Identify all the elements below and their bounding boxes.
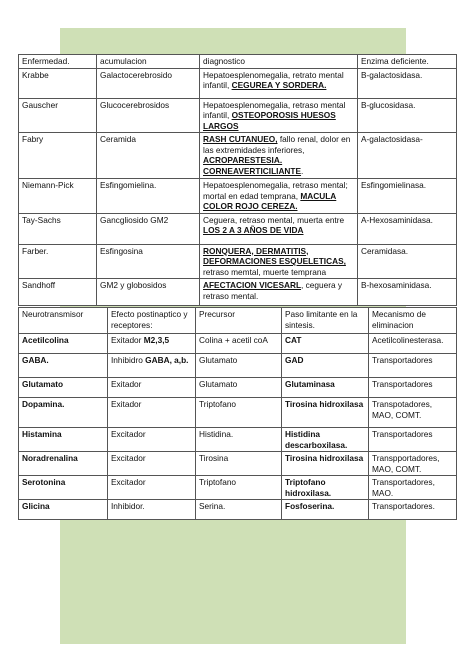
enzyme-cell: B-galactosidasa. (358, 68, 457, 98)
document-content (18, 54, 456, 520)
table-row (19, 179, 457, 214)
disease-cell: Farber. (19, 244, 97, 279)
diagnosis-cell (200, 244, 358, 279)
accumulation-cell: Ceramida (97, 133, 200, 179)
column-header: acumulacion (97, 55, 200, 69)
disease-cell: Gauscher (19, 98, 97, 133)
effect-cell (108, 476, 196, 500)
elimination-cell: Transportadores (369, 378, 457, 398)
text-segment: Ceguera, retraso mental, muerta entre (203, 214, 345, 225)
diagnosis-cell (200, 98, 358, 133)
diagnosis-cell (200, 133, 358, 179)
enzyme-deficiency-table (18, 54, 457, 306)
table-row (19, 500, 457, 520)
neurotransmitter-table (18, 307, 457, 520)
limiting-step-cell (282, 398, 369, 428)
table-row (19, 133, 457, 179)
text-segment: Exitador (111, 399, 142, 409)
column-header: Enzima deficiente. (358, 55, 457, 69)
table-header-row (19, 55, 457, 69)
text-segment: MACULA COLOR ROJO CEREZA. (203, 190, 337, 211)
effect-cell (108, 334, 196, 354)
disease-cell: Niemann-Pick (19, 179, 97, 214)
column-header: Mecanismo de eliminacion (369, 308, 457, 334)
text-segment: CAT (285, 335, 302, 345)
enzyme-cell: B-hexosaminidasa. (358, 279, 457, 306)
text-segment: Excitador (111, 453, 146, 463)
precursor-cell: Triptofano (196, 398, 282, 428)
accumulation-cell: Galactocerebrosido (97, 68, 200, 98)
text-segment: Inhibidro (111, 355, 146, 365)
effect-cell (108, 452, 196, 476)
column-header: Enfermedad. (19, 55, 97, 69)
text-segment: fallo renal, dolor en las extremidades inferiores, (203, 134, 351, 155)
text-segment: CEGUREA Y SORDERA. (231, 80, 327, 90)
text-segment: GAD (285, 355, 304, 365)
enzyme-cell: A-Hexosaminidasa. (358, 213, 457, 244)
text-segment: Exitador (111, 335, 144, 345)
accumulation-cell: Esfingosina (97, 244, 200, 279)
column-header: Efecto postinaptico y receptores: (108, 308, 196, 334)
column-header: diagnostico (200, 55, 358, 69)
column-header: Paso limitante en la sintesis. (282, 308, 369, 334)
table-header-row (19, 308, 457, 334)
disease-cell: Tay-Sachs (19, 213, 97, 244)
elimination-cell: Transpportadores, MAO, COMT. (369, 452, 457, 476)
column-header: Neurotransmisor (19, 308, 108, 334)
table-row (19, 98, 457, 133)
table-row (19, 334, 457, 354)
table-row (19, 398, 457, 428)
text-segment: RASH CUTANUEO, (203, 134, 278, 144)
text-segment: Excitador (111, 429, 146, 439)
diagnosis-cell (200, 279, 358, 306)
text-segment: AFECTACION VICESARL (203, 280, 302, 290)
precursor-cell: Colina + acetil coA (196, 334, 282, 354)
text-segment: Glutaminasa (285, 379, 335, 389)
text-segment: ACROPARESTESIA. (203, 155, 283, 165)
elimination-cell: Acetilcolinesterasa. (369, 334, 457, 354)
text-segment: Hepatoesplenomegalia, retraso mental infantil, (203, 99, 346, 120)
column-header: Precursor (196, 308, 282, 334)
effect-cell (108, 398, 196, 428)
limiting-step-cell (282, 378, 369, 398)
limiting-step-cell (282, 354, 369, 378)
effect-cell (108, 428, 196, 452)
limiting-step-cell (282, 334, 369, 354)
text-segment: , ceguera y retraso mental. (203, 280, 343, 301)
neurotransmitter-cell: Acetilcolina (19, 334, 108, 354)
table-row (19, 354, 457, 378)
neurotransmitter-cell: GABA. (19, 354, 108, 378)
diagnosis-cell (200, 68, 358, 98)
enzyme-cell: Ceramidasa. (358, 244, 457, 279)
precursor-cell: Tirosina (196, 452, 282, 476)
text-segment: Excitador (111, 477, 146, 487)
table-row (19, 452, 457, 476)
text-segment: Hepatoesplenomegalia, retrato mental infantil, (203, 69, 344, 90)
table-row (19, 378, 457, 398)
table-row (19, 428, 457, 452)
neurotransmitter-cell: Glicina (19, 500, 108, 520)
text-segment: Fosfoserina. (285, 501, 335, 511)
text-segment: LOS 2 A 3 AÑOS DE VIDA (203, 225, 304, 235)
text-segment: M2,3,5 (143, 335, 170, 345)
text-segment: Tirosina hidroxilasa (285, 399, 364, 409)
text-segment: retraso memtal, muerte temprana (203, 266, 327, 277)
precursor-cell: Triptofano (196, 476, 282, 500)
disease-cell: Sandhoff (19, 279, 97, 306)
accumulation-cell: GM2 y globosidos (97, 279, 200, 306)
text-segment: Tirosina hidroxilasa (285, 453, 364, 463)
accumulation-cell: Esfingomielina. (97, 179, 200, 214)
disease-cell: Krabbe (19, 68, 97, 98)
effect-cell (108, 378, 196, 398)
elimination-cell: Transportadores, MAO. (369, 476, 457, 500)
neurotransmitter-cell: Glutamato (19, 378, 108, 398)
text-segment: RONQUERA, DERMATITIS, DEFORMACIONES ESQUELETICAS, (203, 245, 346, 266)
accumulation-cell: Glucocerebrosidos (97, 98, 200, 133)
limiting-step-cell (282, 428, 369, 452)
effect-cell (108, 500, 196, 520)
precursor-cell: Glutamato (196, 378, 282, 398)
text-segment: Hepatoesplenomegalia, retraso mental; mortal en edad temprana, (203, 180, 348, 201)
precursor-cell: Glutamato (196, 354, 282, 378)
elimination-cell: Transpotadores, MAO, COMT. (369, 398, 457, 428)
effect-cell (108, 354, 196, 378)
table-row (19, 213, 457, 244)
enzyme-cell: Esfingomielinasa. (358, 179, 457, 214)
text-segment: . (301, 165, 304, 176)
limiting-step-cell (282, 452, 369, 476)
neurotransmitter-cell: Histamina (19, 428, 108, 452)
elimination-cell: Transportadores. (369, 500, 457, 520)
elimination-cell: Transportadores (369, 428, 457, 452)
diagnosis-cell (200, 179, 358, 214)
precursor-cell: Histidina. (196, 428, 282, 452)
limiting-step-cell (282, 500, 369, 520)
limiting-step-cell (282, 476, 369, 500)
text-segment: Inhibidor. (111, 501, 145, 511)
neurotransmitter-cell: Serotonina (19, 476, 108, 500)
text-segment: OSTEOPOROSIS HUESOS LARGOS (203, 110, 336, 131)
precursor-cell: Serina. (196, 500, 282, 520)
elimination-cell: Transportadores (369, 354, 457, 378)
diagnosis-cell (200, 213, 358, 244)
table-row (19, 68, 457, 98)
text-segment: Histidina descarboxilasa. (285, 429, 348, 450)
text-segment: CORNEAVERTICILIANTE (203, 165, 302, 176)
table-row (19, 476, 457, 500)
text-segment: GABA, a,b. (145, 355, 189, 365)
table-row (19, 279, 457, 306)
table-row (19, 244, 457, 279)
text-segment: Exitador (111, 379, 142, 389)
accumulation-cell: Gancgliosido GM2 (97, 213, 200, 244)
enzyme-cell: B-glucosidasa. (358, 98, 457, 133)
text-segment: Triptofano hidroxilasa. (285, 477, 332, 498)
neurotransmitter-cell: Noradrenalina (19, 452, 108, 476)
neurotransmitter-cell: Dopamina. (19, 398, 108, 428)
disease-cell: Fabry (19, 133, 97, 179)
enzyme-cell: A-galactosidasa- (358, 133, 457, 179)
